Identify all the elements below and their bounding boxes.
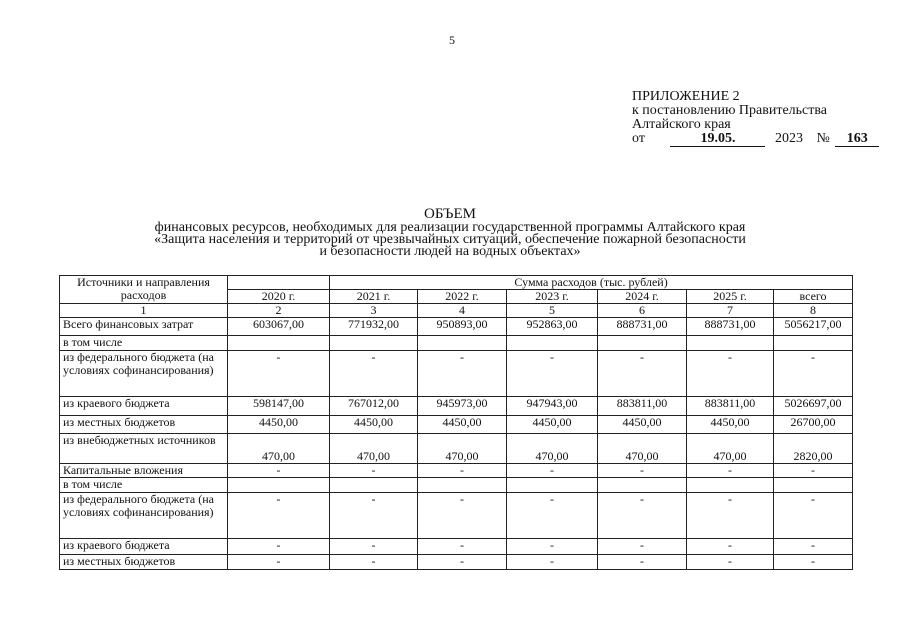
value-cell: 470,00 bbox=[228, 434, 330, 464]
heading-line2: «Защита населения и территорий от чрезвычайных ситуаций, обеспечение пожарной безопасности bbox=[154, 232, 746, 247]
table-row bbox=[60, 464, 853, 478]
column-number: 6 bbox=[598, 304, 687, 318]
financial-table bbox=[59, 275, 853, 570]
value-cell: - bbox=[228, 555, 330, 570]
value-cell: - bbox=[774, 493, 853, 539]
year-header: 2021 г. bbox=[330, 290, 418, 304]
year-header: 2022 г. bbox=[418, 290, 507, 304]
decree-year: 2023 bbox=[774, 131, 803, 146]
row-label: из краевого бюджета bbox=[60, 397, 228, 416]
table-row bbox=[60, 555, 853, 570]
row-label: в том числе bbox=[60, 336, 228, 351]
value-cell bbox=[418, 336, 507, 351]
value-cell: - bbox=[507, 464, 598, 478]
header-row-column-numbers bbox=[60, 304, 853, 318]
decree-date: 19.05. bbox=[670, 132, 765, 147]
row-label: из федерального бюджета (на условиях софинансирования) bbox=[60, 493, 228, 539]
number-label: № bbox=[816, 131, 830, 146]
value-cell bbox=[687, 336, 774, 351]
value-cell: - bbox=[228, 493, 330, 539]
value-cell: - bbox=[418, 464, 507, 478]
heading-title: ОБЪЕМ bbox=[424, 206, 476, 222]
table-row bbox=[60, 434, 853, 464]
row-label: из местных бюджетов bbox=[60, 555, 228, 570]
value-cell: 4450,00 bbox=[507, 416, 598, 434]
value-cell: - bbox=[507, 351, 598, 397]
value-cell: - bbox=[330, 464, 418, 478]
year-header: 2024 г. bbox=[598, 290, 687, 304]
value-cell: 883811,00 bbox=[687, 397, 774, 416]
year-header: 2023 г. bbox=[507, 290, 598, 304]
year-header: всего bbox=[774, 290, 853, 304]
table-row bbox=[60, 351, 853, 397]
value-cell bbox=[418, 478, 507, 493]
value-cell: 598147,00 bbox=[228, 397, 330, 416]
value-cell: 952863,00 bbox=[507, 318, 598, 336]
value-cell: 4450,00 bbox=[598, 416, 687, 434]
column-number: 5 bbox=[507, 304, 598, 318]
value-cell: - bbox=[228, 464, 330, 478]
value-cell: 470,00 bbox=[687, 434, 774, 464]
value-cell: 4450,00 bbox=[228, 416, 330, 434]
document-heading bbox=[60, 207, 840, 258]
row-label: из федерального бюджета (на условиях софинансирования) bbox=[60, 351, 228, 397]
value-cell: - bbox=[507, 555, 598, 570]
value-cell bbox=[330, 336, 418, 351]
source-header: Источники и направления расходов bbox=[60, 276, 228, 304]
value-cell: 26700,00 bbox=[774, 416, 853, 434]
value-cell: - bbox=[687, 493, 774, 539]
value-cell: 945973,00 bbox=[418, 397, 507, 416]
value-cell: 888731,00 bbox=[598, 318, 687, 336]
row-label: из краевого бюджета bbox=[60, 539, 228, 555]
row-label: Всего финансовых затрат bbox=[60, 318, 228, 336]
value-cell: - bbox=[418, 555, 507, 570]
value-cell: 947943,00 bbox=[507, 397, 598, 416]
year-header: 2020 г. bbox=[228, 290, 330, 304]
appendix-line2: Алтайского края bbox=[632, 117, 731, 132]
value-cell bbox=[598, 336, 687, 351]
row-label: в том числе bbox=[60, 478, 228, 493]
value-cell: 603067,00 bbox=[228, 318, 330, 336]
row-label: из внебюджетных источников bbox=[60, 434, 228, 464]
value-cell bbox=[228, 478, 330, 493]
value-cell: - bbox=[418, 493, 507, 539]
value-cell: - bbox=[774, 539, 853, 555]
value-cell: 2820,00 bbox=[774, 434, 853, 464]
value-cell: - bbox=[228, 351, 330, 397]
table-row bbox=[60, 318, 853, 336]
value-cell: - bbox=[418, 351, 507, 397]
table-row bbox=[60, 397, 853, 416]
value-cell: - bbox=[687, 351, 774, 397]
value-cell: 5056217,00 bbox=[774, 318, 853, 336]
value-cell: 950893,00 bbox=[418, 318, 507, 336]
empty-header-cell bbox=[228, 276, 330, 290]
value-cell: - bbox=[774, 555, 853, 570]
column-number: 4 bbox=[418, 304, 507, 318]
value-cell: 4450,00 bbox=[418, 416, 507, 434]
value-cell: - bbox=[228, 539, 330, 555]
value-cell: 470,00 bbox=[330, 434, 418, 464]
year-header: 2025 г. bbox=[687, 290, 774, 304]
header-row-1 bbox=[60, 276, 853, 290]
value-cell: 4450,00 bbox=[687, 416, 774, 434]
value-cell bbox=[774, 336, 853, 351]
value-cell: 470,00 bbox=[507, 434, 598, 464]
table-row bbox=[60, 539, 853, 555]
value-cell bbox=[228, 336, 330, 351]
appendix-block bbox=[632, 90, 879, 147]
value-cell bbox=[687, 478, 774, 493]
value-cell bbox=[507, 336, 598, 351]
column-number: 3 bbox=[330, 304, 418, 318]
row-label: из местных бюджетов bbox=[60, 416, 228, 434]
value-cell bbox=[598, 478, 687, 493]
page-number: 5 bbox=[449, 33, 455, 47]
value-cell: - bbox=[418, 539, 507, 555]
sum-header: Сумма расходов (тыс. рублей) bbox=[330, 276, 853, 290]
value-cell: - bbox=[598, 464, 687, 478]
value-cell: 4450,00 bbox=[330, 416, 418, 434]
value-cell: - bbox=[330, 351, 418, 397]
value-cell: - bbox=[598, 539, 687, 555]
value-cell bbox=[507, 478, 598, 493]
column-number: 7 bbox=[687, 304, 774, 318]
table-row bbox=[60, 493, 853, 539]
value-cell: 470,00 bbox=[418, 434, 507, 464]
table-row bbox=[60, 336, 853, 351]
column-number: 1 bbox=[60, 304, 228, 318]
value-cell: - bbox=[687, 555, 774, 570]
value-cell: - bbox=[330, 493, 418, 539]
value-cell: - bbox=[774, 464, 853, 478]
value-cell: - bbox=[330, 539, 418, 555]
column-number: 2 bbox=[228, 304, 330, 318]
appendix-line1: к постановлению Правительства bbox=[632, 103, 828, 118]
value-cell: - bbox=[687, 539, 774, 555]
appendix-date-row bbox=[632, 132, 879, 147]
value-cell: 767012,00 bbox=[330, 397, 418, 416]
value-cell: - bbox=[598, 493, 687, 539]
value-cell: - bbox=[507, 493, 598, 539]
value-cell: - bbox=[598, 351, 687, 397]
value-cell: - bbox=[330, 555, 418, 570]
value-cell: 470,00 bbox=[598, 434, 687, 464]
decree-number: 163 bbox=[835, 132, 879, 147]
value-cell bbox=[330, 478, 418, 493]
row-label: Капитальные вложения bbox=[60, 464, 228, 478]
value-cell: - bbox=[687, 464, 774, 478]
table-row bbox=[60, 478, 853, 493]
heading-line1: финансовых ресурсов, необходимых для реализации государственной программы Алтайского края bbox=[154, 220, 746, 235]
value-cell: - bbox=[774, 351, 853, 397]
value-cell: 888731,00 bbox=[687, 318, 774, 336]
value-cell: 883811,00 bbox=[598, 397, 687, 416]
value-cell: 771932,00 bbox=[330, 318, 418, 336]
from-label: от bbox=[632, 131, 645, 146]
value-cell: 5026697,00 bbox=[774, 397, 853, 416]
value-cell: - bbox=[507, 539, 598, 555]
table-body bbox=[60, 318, 853, 570]
appendix-title: ПРИЛОЖЕНИЕ 2 bbox=[632, 89, 740, 104]
value-cell bbox=[774, 478, 853, 493]
heading-line3: и безопасности людей на водных объектах» bbox=[319, 244, 581, 259]
column-number: 8 bbox=[774, 304, 853, 318]
table-row bbox=[60, 416, 853, 434]
value-cell: - bbox=[598, 555, 687, 570]
